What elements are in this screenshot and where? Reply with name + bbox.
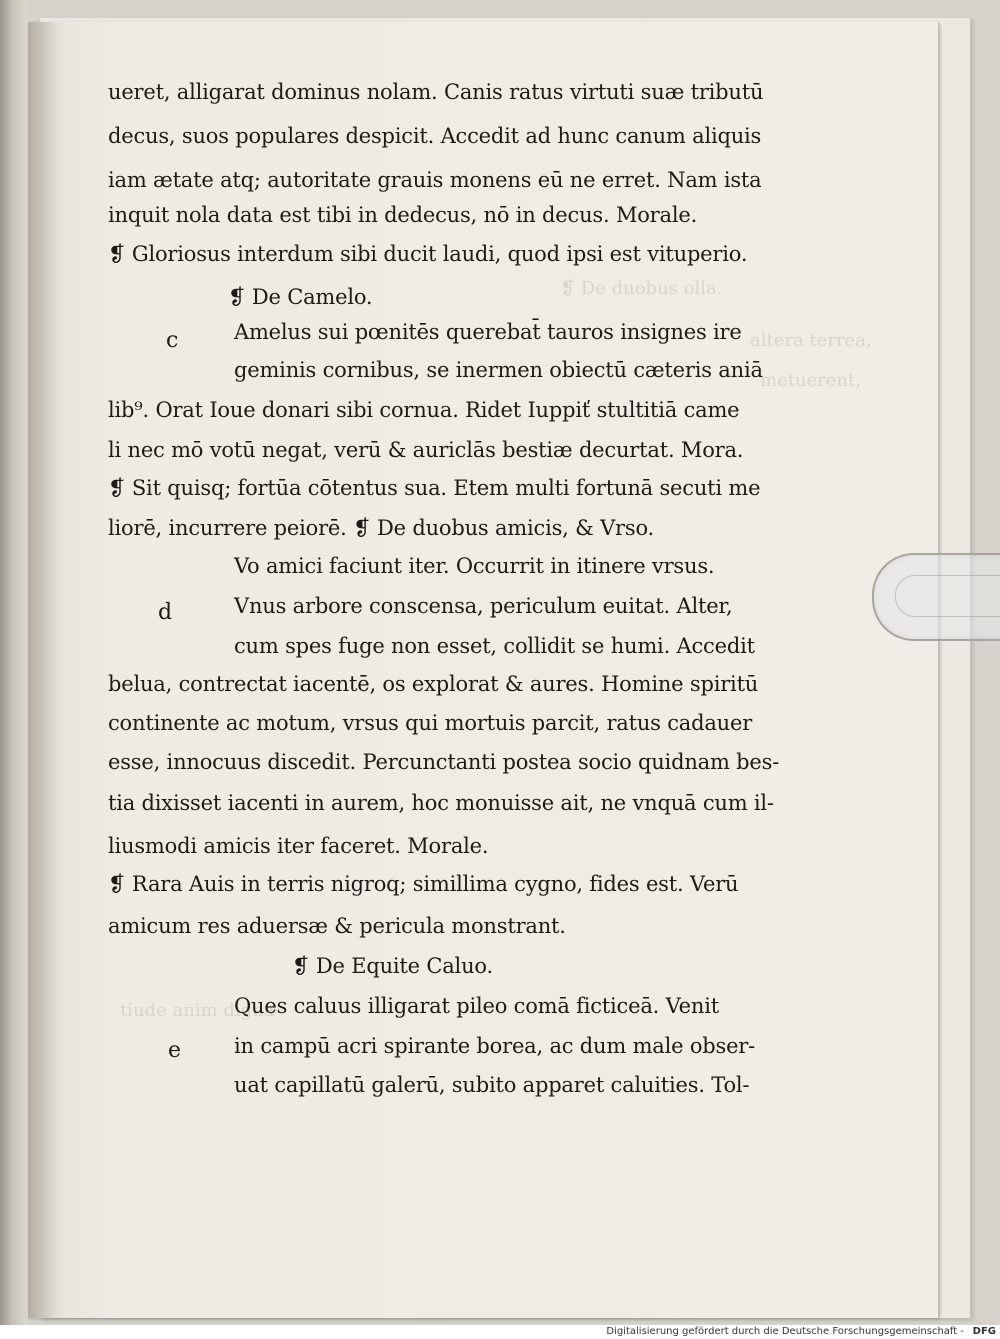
text-line: inquit nola data est tibi in dedecus, nō in decus. Morale. (108, 203, 698, 227)
facing-page-edge (0, 0, 28, 1325)
text-line: iam ætate atq; autoritate grauis monens eū ne erret. Nam ista (108, 168, 762, 192)
text-line: li nec mō votū negat, verū & auriclās bestiæ decurtat. Mora. (108, 438, 744, 462)
text-line: amicum res aduersæ & pericula monstrant. (108, 914, 566, 938)
bleed-through-text: ❡ De duobus olla. (560, 278, 723, 299)
dfg-logo: DFG (972, 1326, 996, 1337)
text-line: decus, suos populares despicit. Accedit ad hunc canum aliquis (108, 124, 762, 148)
text-line: uat capillatū galerū, subito apparet caluities. Tol- (234, 1073, 750, 1097)
footer-credit: Digitalisierung gefördert durch die Deutsche Forschungsgemeinschaft - (606, 1326, 964, 1337)
marginal-guide-letter: c (166, 328, 179, 353)
text-line: tia dixisset iacenti in aurem, hoc monuisse ait, ne vnquā cum il- (108, 791, 774, 815)
text-line: liorē, incurrere peiorē. ❡ De duobus amicis, & Vrso. (108, 516, 655, 540)
text-line: belua, contrectat iacentē, os explorat & aures. Homine spiritū (108, 672, 759, 696)
text-line: Ques caluus illigarat pileo comā ficticeā. Venit (234, 994, 719, 1018)
text-line: esse, innocuus discedit. Percunctanti postea socio quidnam bes- (108, 750, 780, 774)
marginal-guide-letter: d (158, 600, 173, 625)
marginal-guide-letter: e (168, 1038, 182, 1063)
section-heading: ❡ De Camelo. (228, 285, 373, 309)
text-line: cum spes fuge non esset, collidit se humi. Accedit (234, 634, 755, 658)
section-heading: ❡ De Equite Caluo. (292, 954, 493, 978)
page-gutter (28, 22, 58, 1318)
text-line: ❡ Sit quisq; fortūa cōtentus sua. Etem multi fortunā secuti me (108, 476, 761, 500)
text-line: Vo amici faciunt iter. Occurrit in itinere vrsus. (234, 554, 715, 578)
text-line: in campū acri spirante borea, ac dum male obser- (234, 1034, 756, 1058)
bleed-through-text: tiude anim digna (120, 1000, 275, 1021)
bleed-through-text: metuerent, (760, 370, 862, 391)
text-line: geminis cornibus, se inermen obiectū cæteris aniā (234, 358, 763, 382)
text-line: liusmodi amicis iter faceret. Morale. (108, 834, 489, 858)
text-line: continente ac motum, vrsus qui mortuis parcit, ratus cadauer (108, 711, 753, 735)
text-line: ❡ Gloriosus interdum sibi ducit laudi, quod ipsi est vituperio. (108, 242, 748, 266)
paper-clip-inner (895, 575, 1000, 617)
text-line: Amelus sui pœnitēs querebat̄ tauros insignes ire (234, 320, 742, 344)
text-line: ueret, alligarat dominus nolam. Canis ratus virtuti suæ tributū (108, 80, 764, 104)
text-line: ❡ Rara Auis in terris nigroq; simillima cygno, fides est. Verū (108, 872, 739, 896)
text-line: Vnus arbore conscensa, periculum euitat. Alter, (234, 594, 733, 618)
bleed-through-text: altera terrea, (750, 330, 872, 351)
text-line: lib⁹. Orat Ioue donari sibi cornua. Ridet Iuppiť stultitiā came (108, 398, 740, 422)
